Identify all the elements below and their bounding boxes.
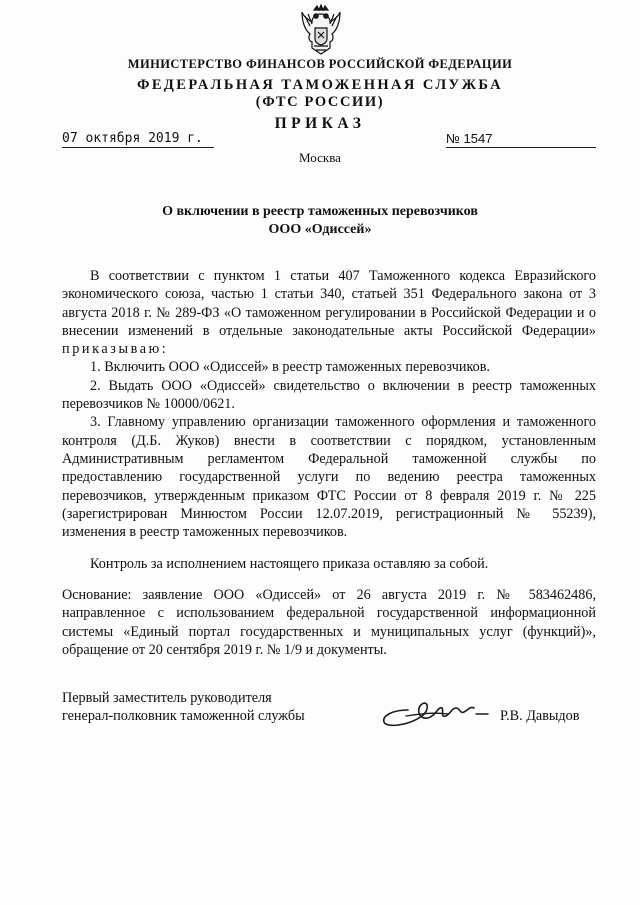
order-date: 07 октября 2019 г. bbox=[62, 131, 214, 148]
ministry-name: МИНИСТЕРСТВО ФИНАНСОВ РОССИЙСКОЙ ФЕДЕРАЦИИ bbox=[127, 57, 513, 71]
preamble-text: В соответствии с пунктом 1 статьи 407 Таможенного кодекса Евразийского экономического союза, частью 1 статьи 340, статьей 351 Федерального закона от 3 августа 2018 г. № 289-ФЗ «О таможенном регулировании в Российской Федерации и о внесении изменений в отдельные законодательные акты Российской Федерации» bbox=[62, 268, 596, 339]
control-paragraph: Контроль за исполнением настоящего приказа оставляю за собой. bbox=[90, 556, 489, 572]
order-number: № 1547 bbox=[446, 131, 596, 148]
handwritten-signature bbox=[378, 686, 490, 730]
item-1: 1. Включить ООО «Одиссей» в реестр таможенных перевозчиков. bbox=[90, 359, 490, 376]
service-name: ФЕДЕРАЛЬНАЯ ТАМОЖЕННАЯ СЛУЖБА bbox=[136, 77, 503, 93]
order-subject bbox=[0, 203, 640, 239]
subject-line-2: ООО «Одиссей» bbox=[268, 222, 372, 237]
service-abbreviation: (ФТС РОССИИ) bbox=[255, 94, 385, 110]
position-line-1: Первый заместитель руководителя bbox=[62, 690, 272, 706]
order-word: приказываю: bbox=[62, 341, 169, 358]
item-3: 3. Главному управлению организации таможенного оформления и таможенного контроля (Д.Б. Жуков) внести в соответствии с порядком, установленным Административным регламентом Федеральной таможенной службы по предоставлению государственной услуги по ведению реестра таможенных перевозчиков, утвержденным приказом ФТС России от 8 февраля 2019 г. № 225 (зарегистрирован Минюстом России 12.07.2019, регистрационный № 55239), изменения в реестр таможенных перевозчиков. bbox=[62, 414, 596, 541]
preamble-paragraph bbox=[62, 267, 596, 358]
issue-city: Москва bbox=[299, 150, 341, 165]
coat-of-arms-icon bbox=[300, 4, 342, 56]
basis-text: Основание: заявление ООО «Одиссей» от 26 августа 2019 г. № 583462486, направленное с использованием федеральной государственной информационной системы «Единый портал государственных и муниципальных услуг (функций)», обращение от 20 сентября 2019 г. № 1/9 и документы. bbox=[62, 587, 596, 658]
document-type-title: ПРИКАЗ bbox=[274, 115, 366, 132]
subject-line-1: О включении в реестр таможенных перевозчиков bbox=[162, 204, 478, 219]
position-line-2: генерал-полковник таможенной службы bbox=[62, 708, 305, 725]
item-2: 2. Выдать ООО «Одиссей» свидетельство о включении в реестр таможенных перевозчиков № 10000/0621. bbox=[62, 377, 596, 413]
order-body bbox=[62, 267, 596, 541]
basis-paragraph bbox=[62, 586, 596, 659]
signatory-position bbox=[62, 689, 305, 726]
signatory-name: Р.В. Давыдов bbox=[500, 708, 580, 724]
